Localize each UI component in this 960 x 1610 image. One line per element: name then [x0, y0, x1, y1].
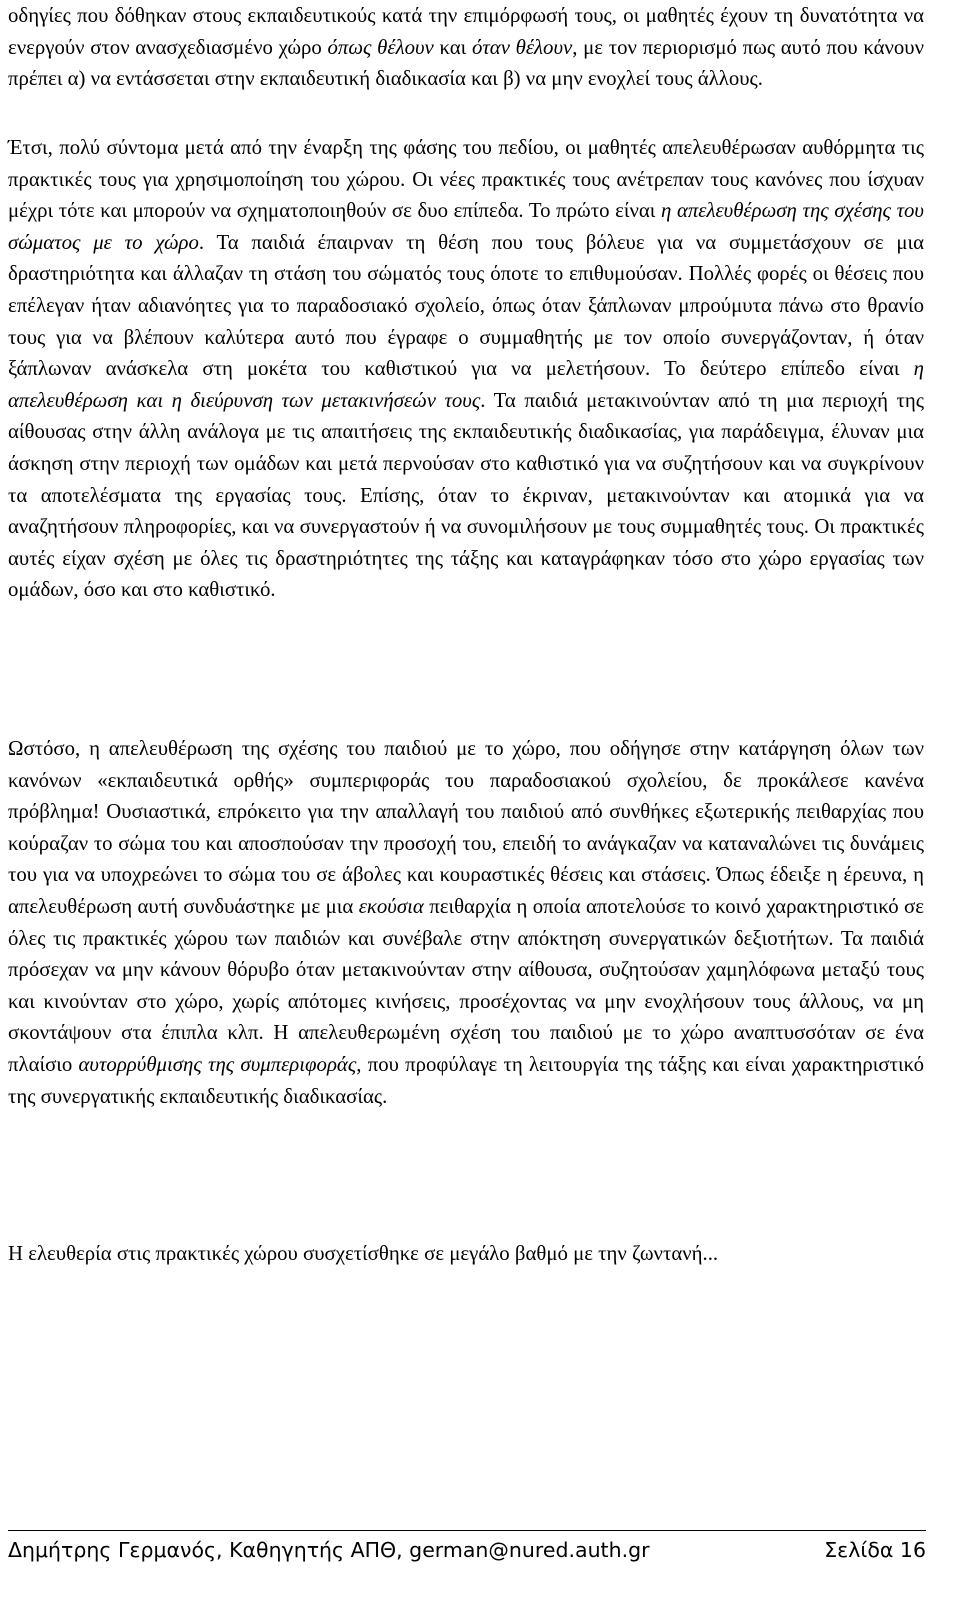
paragraph-3: [8, 733, 924, 1112]
paragraph-4: [8, 1238, 924, 1270]
page-footer: [8, 1533, 926, 1567]
footer-divider: [8, 1530, 926, 1531]
text-segment: οδηγίες που δόθηκαν στους εκπαιδευτικούς κατά την επιμόρφωσή τους, οι μαθητές έχουν τη δυνατότητα να ενεργούν στον ανασχεδιασμένο χώρο: [8, 4, 924, 59]
text-segment: . Τα παιδιά μετακινούνταν από τη μια περιοχή της αίθουσας στην άλλη ανάλογα με τις απαιτήσεις της εκπαιδευτικής διαδικασίας, για παράδειγμα, έλυναν μια άσκηση στην περιοχή των ομάδων και μετά περνούσαν στο καθιστικό για να συζητήσουν και να συγκρίνουν τα αποτελέσματα της εργασίας τους. Επίσης, όταν το έκριναν, μετακινούνταν και ατομικά για να αναζητήσουν πληροφορίες, και να συνεργαστούν ή να συνομιλήσουν με τους συμμαθητές τους. Οι πρακτικές αυτές είχαν σχέση με όλες τις δραστηριότητες της τάξης και καταγράφηκαν τόσο στο χώρο εργασίας των ομάδων, όσο και στο καθιστικό.: [8, 388, 924, 602]
italic-segment: όταν θέλουν: [471, 35, 573, 59]
footer-page-number: Σελίδα 16: [824, 1538, 926, 1562]
italic-segment: η απελευθέρωση και η διεύρυνση των μετακινήσεών τους: [8, 357, 924, 412]
text-segment: πειθαρχία η οποία αποτελούσε το κοινό χαρακτηριστικό σε όλες τις πρακτικές χώρου των παιδιών και συνέβαλε στην απόκτηση συνεργατικών δεξιοτήτων. Τα παιδιά πρόσεχαν να μην κάνουν θόρυβο όταν μετακινούνταν στην αίθουσα, συζητούσαν χαμηλόφωνα μεταξύ τους και κινούνταν στο χώρο, χωρίς απότομες κινήσεις, προσέχοντας να μην ενοχλήσουν τους άλλους, να μη σκοντάψουν στα έπιπλα κλπ. Η απελευθερωμένη σχέση του παιδιού με το χώρο αναπτυσσόταν σε ένα πλαίσιο: [8, 894, 924, 1076]
italic-segment: όπως θέλουν: [327, 35, 434, 59]
italic-segment: αυτορρύθμισης της συμπεριφοράς: [78, 1052, 357, 1076]
text-segment: Η ελευθερία στις πρακτικές χώρου συσχετίσθηκε σε μεγάλο βαθμό με την ζωντανή...: [8, 1242, 719, 1265]
text-segment: . Τα παιδιά έπαιρναν τη θέση που τους βόλευε για να συμμετάσχουν σε μια δραστηριότητα και άλλαζαν τη στάση του σώματός τους όποτε το επιθυμούσαν. Πολλές φορές οι θέσεις που επέλεγαν ήταν αδιανόητες για το παραδοσιακό σχολείο, όπως όταν ξάπλωναν μπρούμυτα πάνω στο θρανίο τους για να βλέπουν καλύτερα αυτό που έγραφε ο συμμαθητής με τον οποίο συνεργάζονταν, ή όταν ξάπλωναν ανάσκελα στη μοκέτα του καθιστικού για να μελετήσουν. Το δεύτερο επίπεδο είναι: [8, 230, 924, 381]
text-segment: και: [433, 35, 472, 59]
italic-segment: εκούσια: [358, 894, 424, 918]
text-segment: , που προφύλαγε τη λειτουργία της τάξης και είναι χαρακτηριστικό της συνεργατικής εκπαιδευτικής διαδικασίας.: [8, 1052, 924, 1108]
italic-segment: η απελευθέρωση της σχέσης του σώματος με το χώρο: [8, 199, 924, 254]
text-segment: , με τον περιορισμό πως αυτό που κάνουν πρέπει α) να εντάσσεται στην εκπαιδευτική διαδικασία και β) να μην ενοχλεί τους άλλους.: [8, 35, 925, 91]
paragraph-2: [8, 132, 924, 606]
footer-author: Δημήτρης Γερμανός, Καθηγητής ΑΠΘ, german@nured.auth.gr: [8, 1538, 650, 1562]
text-segment: Ωστόσο, η απελευθέρωση της σχέσης του παιδιού με το χώρο, που οδήγησε στην κατάργηση όλων των κανόνων «εκπαιδευτικά ορθής» συμπεριφοράς του παραδοσιακού σχολείου, δε προκάλεσε κανένα πρόβλημα! Ουσιαστικά, επρόκειτο για την απαλλαγή του παιδιού από συνθήκες εξωτερικής πειθαρχίας που κούραζαν το σώμα του και αποσπούσαν την προσοχή του, επειδή το ανάγκαζαν να καταναλώνει τις δυνάμεις του για να υποχρεώνει το σώμα του σε άβολες και κουραστικές θέσεις και στάσεις. Όπως έδειξε η έρευνα, η απελευθέρωση αυτή συνδυάστηκε με μια: [8, 737, 924, 918]
paragraph-1: [8, 0, 924, 95]
text-segment: Έτσι, πολύ σύντομα μετά από την έναρξη της φάσης του πεδίου, οι μαθητές απελευθέρωσαν αυθόρμητα τις πρακτικές τους για χρησιμοποίηση του χώρου. Οι νέες πρακτικές τους ανέτρεπαν τους κανόνες που ίσχυαν μέχρι τότε και μπορούν να σχηματοποιηθούν σε δυο επίπεδα. Το πρώτο είναι: [8, 136, 924, 223]
